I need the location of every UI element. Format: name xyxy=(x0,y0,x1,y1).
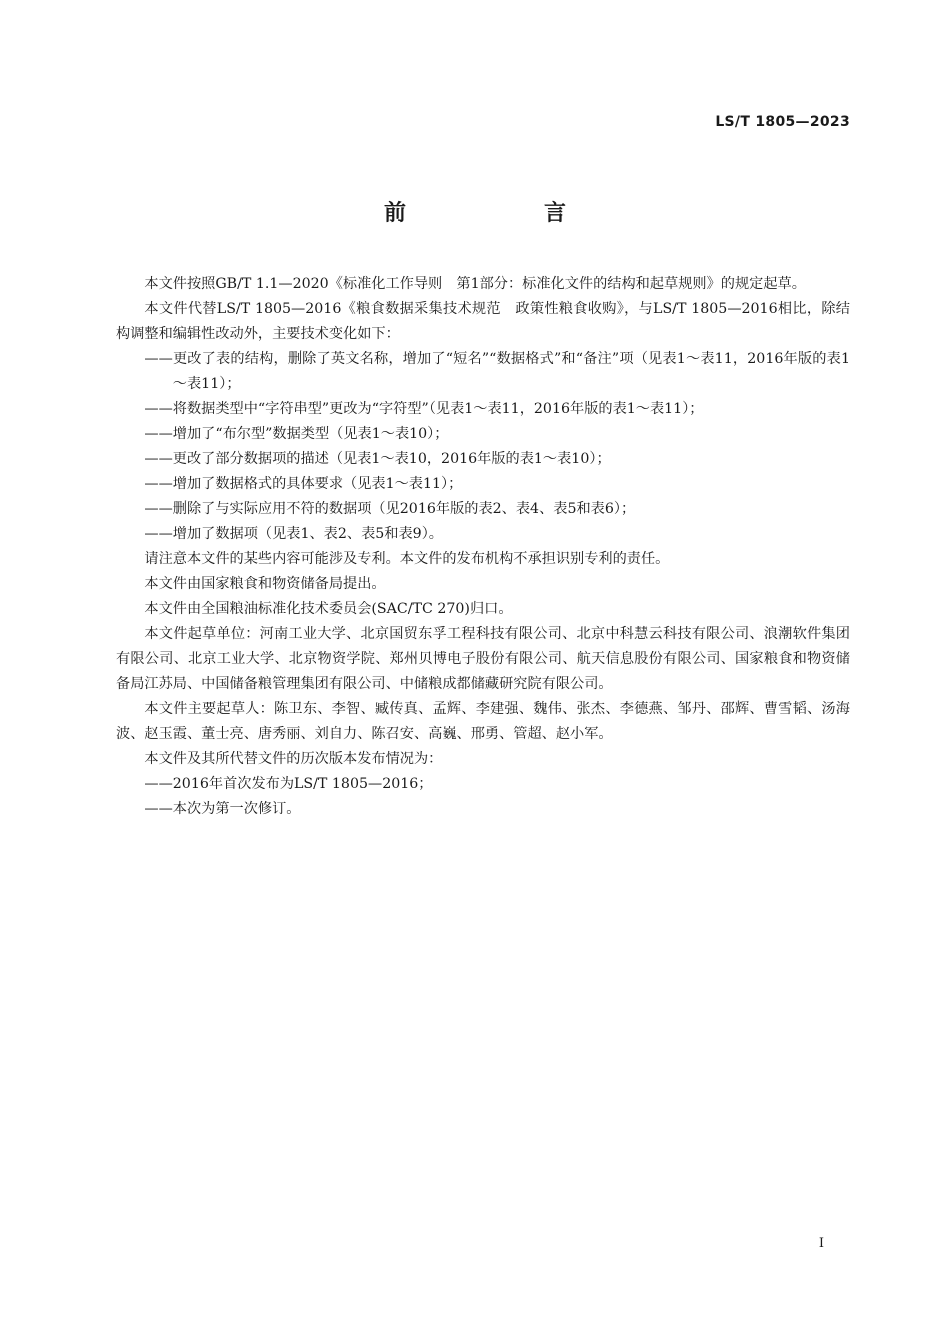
paragraph: 本文件按照GB/T 1.1—2020《标准化工作导则 第1部分：标准化文件的结构和起草规则》的规定起草。 xyxy=(144,276,806,292)
list-item: ——删除了与实际应用不符的数据项（见2016年版的表2、表4、表5和表6）； xyxy=(144,501,636,517)
page-number: I xyxy=(818,1236,824,1251)
list-item: ——更改了表的结构，删除了英文名称，增加了“短名”“数据格式”和“备注”项（见表1～表11，2016年版的表1～表11）； xyxy=(144,351,850,392)
paragraph: 本文件及其所代替文件的历次版本发布情况为： xyxy=(144,751,443,767)
paragraph: 本文件主要起草人：陈卫东、李智、臧传真、孟辉、李建强、魏伟、张杰、李德燕、邹丹、邵辉、曹雪韬、汤海波、赵玉霞、董士亮、唐秀丽、刘自力、陈召安、高巍、邢勇、管超、赵小军。 xyxy=(116,701,850,742)
paragraph: 本文件代替LS/T 1805—2016《粮食数据采集技术规范 政策性粮食收购》，与LS/T 1805—2016相比，除结构调整和编辑性改动外，主要技术变化如下： xyxy=(116,301,850,342)
list-item: ——本次为第一次修订。 xyxy=(144,801,301,817)
list-item: ——2016年首次发布为LS/T 1805—2016； xyxy=(144,776,433,792)
page-title: 前 言 xyxy=(383,201,624,226)
preface-body xyxy=(116,272,850,822)
list-item: ——将数据类型中“字符串型”更改为“字符型”（见表1～表11，2016年版的表1～表11）； xyxy=(144,401,704,417)
list-item: ——增加了“布尔型”数据类型（见表1～表10）； xyxy=(144,426,449,442)
paragraph: 本文件起草单位：河南工业大学、北京国贸东孚工程科技有限公司、北京中科慧云科技有限公司、浪潮软件集团有限公司、北京工业大学、北京物资学院、郑州贝博电子股份有限公司、航天信息股份有限公司、国家粮食和物资储备局江苏局、中国储备粮管理集团有限公司、中储粮成都储藏研究院有限公司。 xyxy=(116,626,850,692)
list-item: ——更改了部分数据项的描述（见表1～表10，2016年版的表1～表10）； xyxy=(144,451,611,467)
paragraph: 本文件由全国粮油标准化技术委员会(SAC/TC 270)归口。 xyxy=(144,601,513,617)
paragraph: 本文件由国家粮食和物资储备局提出。 xyxy=(144,576,386,592)
paragraph: 请注意本文件的某些内容可能涉及专利。本文件的发布机构不承担识别专利的责任。 xyxy=(144,551,670,567)
list-item: ——增加了数据格式的具体要求（见表1～表11）； xyxy=(144,476,463,492)
document-code: LS/T 1805—2023 xyxy=(715,114,850,130)
list-item: ——增加了数据项（见表1、表2、表5和表9）。 xyxy=(144,526,443,542)
